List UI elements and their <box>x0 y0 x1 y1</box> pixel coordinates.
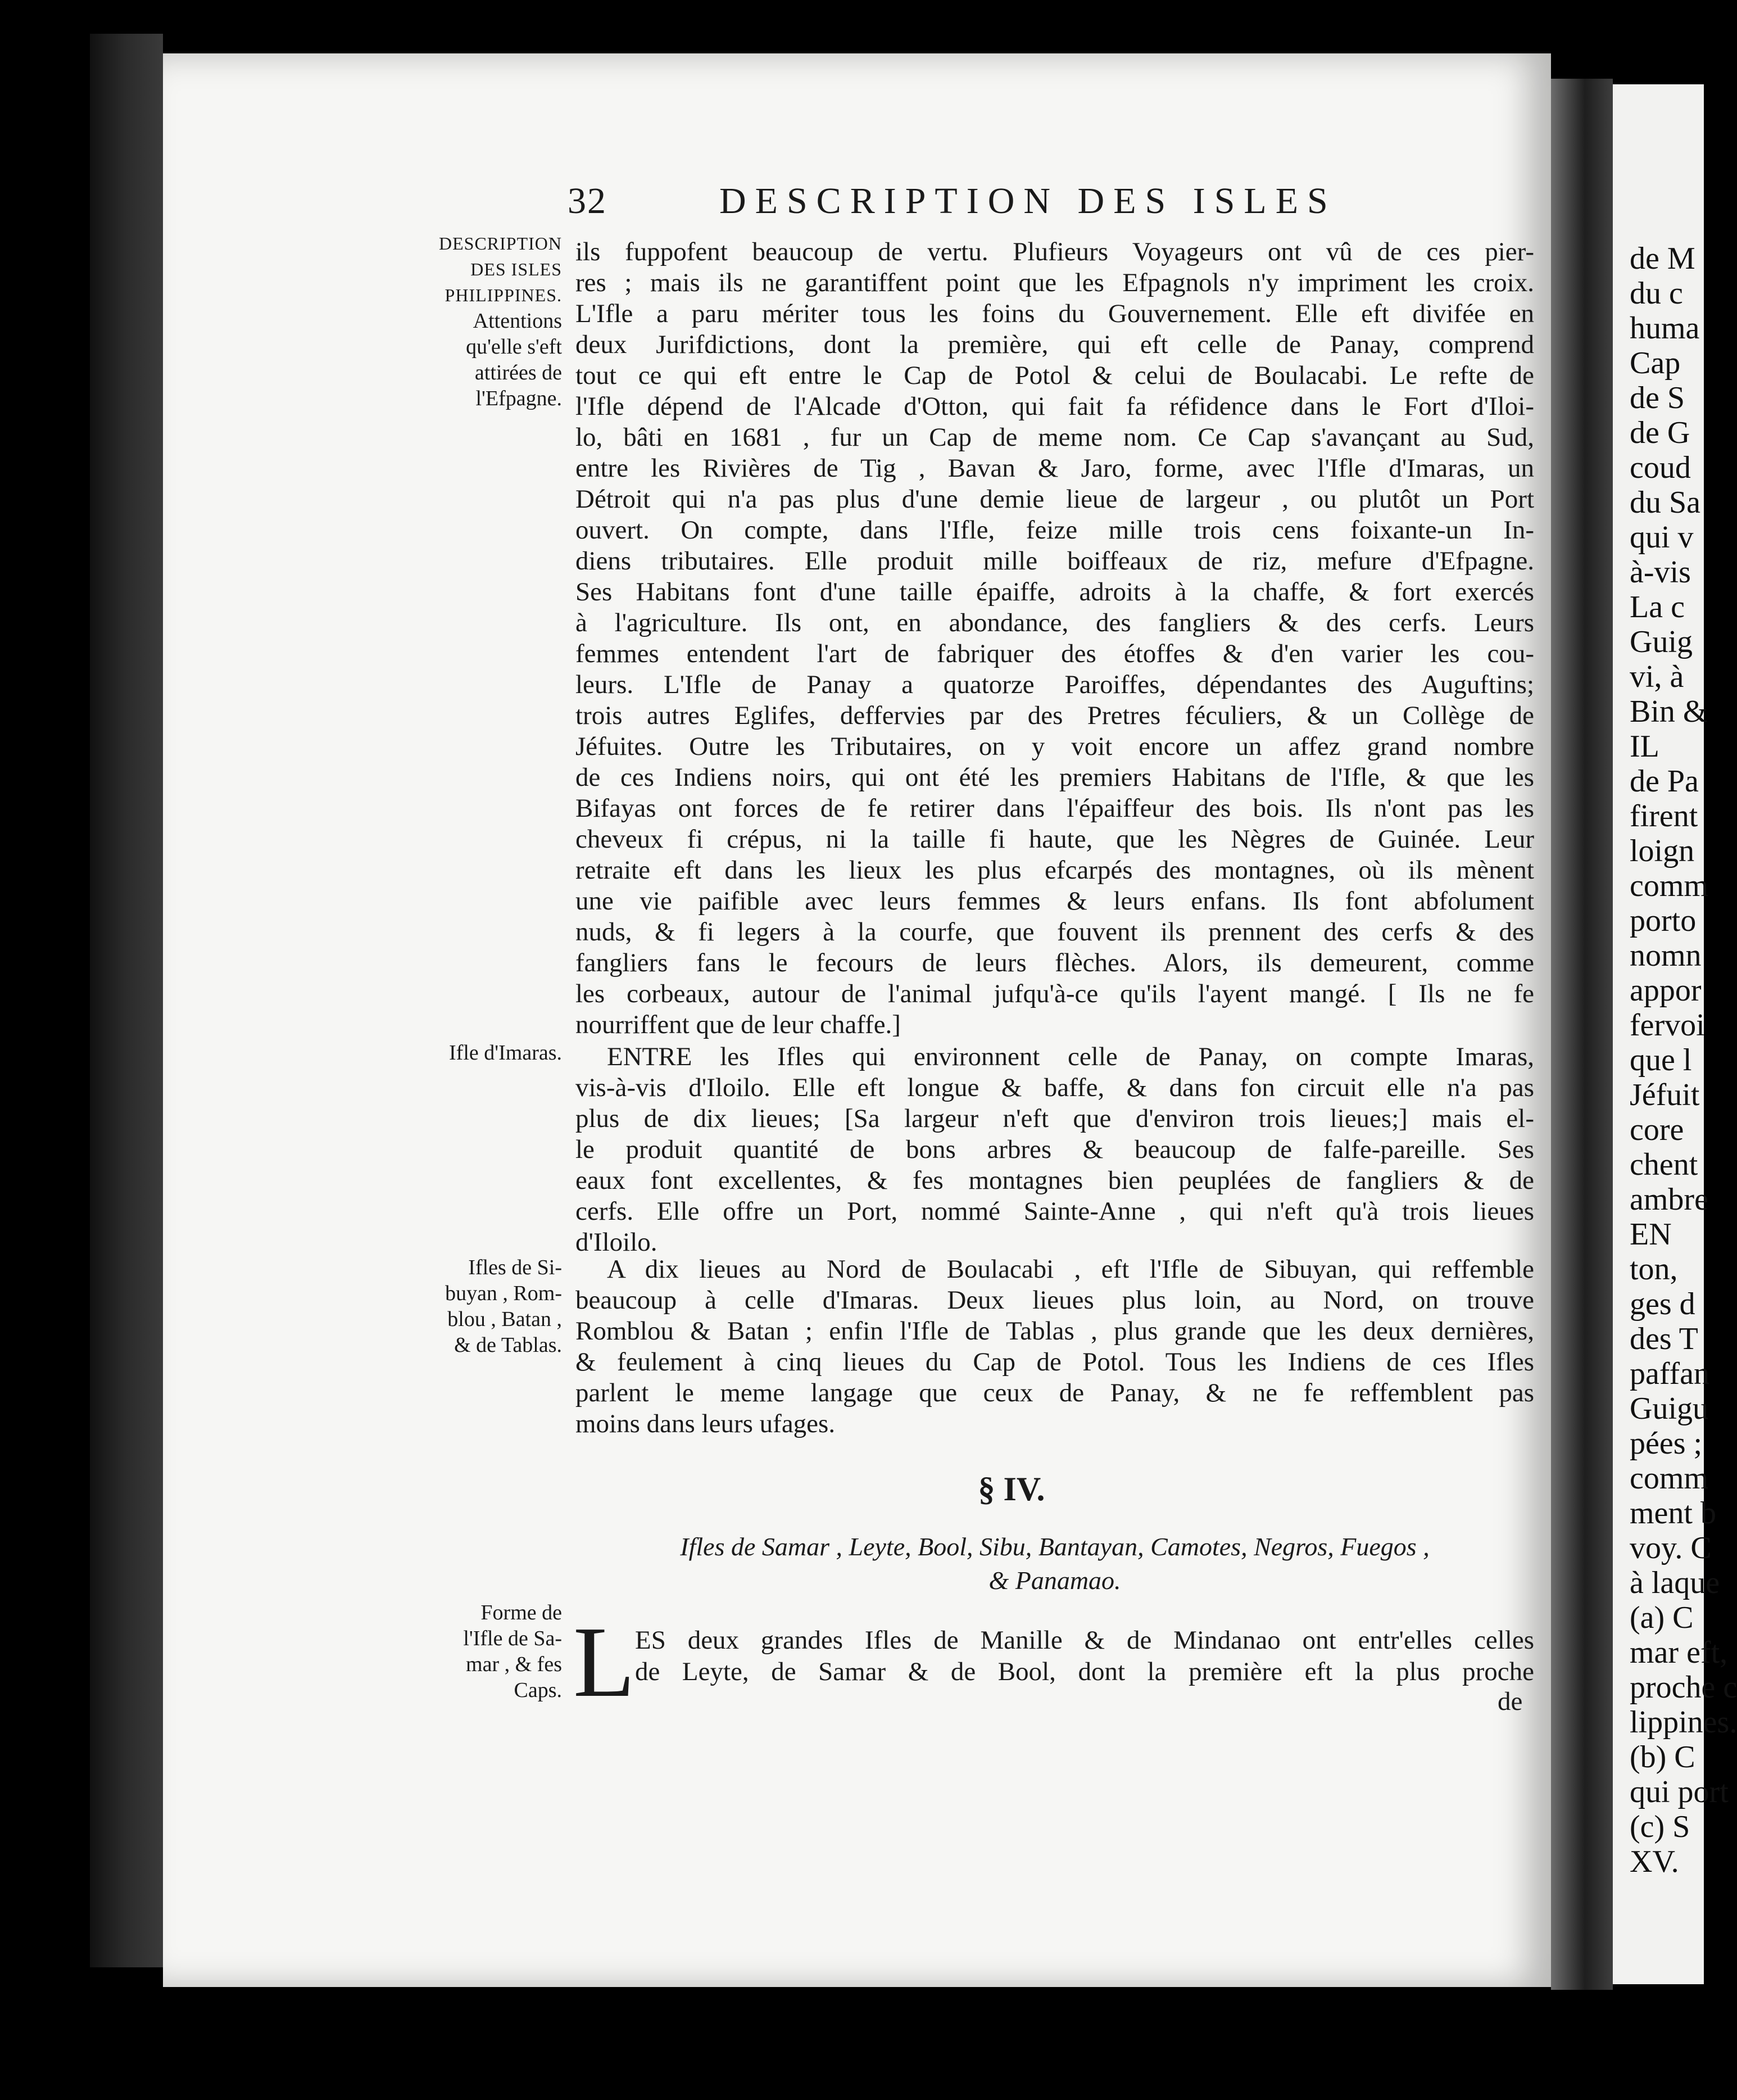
margin-note-line: buyan , Rom- <box>445 1282 562 1305</box>
text-line: Ses Habitans font d'une taille épaiffe, adroits à la chaffe, & fort exercés <box>575 577 1534 607</box>
facing-page-text: ges d <box>1630 1287 1695 1321</box>
facing-page-text: huma <box>1630 311 1700 346</box>
facing-page-text: porto <box>1630 903 1697 938</box>
facing-page-text: du c <box>1630 276 1683 311</box>
section-heading: § IV. <box>978 1470 1045 1508</box>
facing-page-text: lippines. <box>1630 1705 1737 1740</box>
facing-page-text: à-vis <box>1630 555 1691 590</box>
facing-page-text: comm <box>1630 868 1708 903</box>
text-line: Bifayas ont forces de fe retirer dans l'épaiffeur des bois. Ils n'ont pas les <box>575 794 1534 823</box>
section-subtitle-line: Ifles de Samar , Leyte, Bool, Sibu, Bantayan, Camotes, Negros, Fuegos , <box>680 1532 1430 1561</box>
facing-page-text: Guig <box>1630 624 1693 659</box>
text-line: deux Jurifdictions, dont la première, qui eft celle de Panay, comprend <box>575 330 1534 359</box>
text-line: nuds, & fi legers à la courfe, que fouvent ils prennent des cerfs & des <box>575 917 1534 947</box>
facing-page-text: que l <box>1630 1043 1692 1078</box>
margin-note-line: mar , & fes <box>466 1653 562 1676</box>
facing-page-text: chent <box>1630 1147 1698 1182</box>
text-line: moins dans leurs ufages. <box>575 1409 836 1438</box>
facing-page-text: appor <box>1630 973 1702 1008</box>
text-line: A dix lieues au Nord de Boulacabi , eft l'Ifle de Sibuyan, qui reffemble <box>607 1255 1534 1284</box>
text-line: & feulement à cinq lieues du Cap de Potol. Tous les Indiens de ces Ifles <box>575 1347 1534 1377</box>
text-line: cerfs. Elle offre un Port, nommé Sainte-Anne , qui n'eft qu'à trois lieues <box>575 1197 1534 1226</box>
facing-page-text: ambre <box>1630 1182 1708 1217</box>
facing-page-text: (b) C <box>1630 1740 1695 1775</box>
text-line: une vie paifible avec leurs femmes & leurs enfans. Ils font abfolument <box>575 886 1534 916</box>
facing-page-text: core <box>1630 1112 1684 1147</box>
text-line: de Leyte, de Samar & de Bool, dont la première eft la plus proche <box>635 1657 1534 1686</box>
text-line: L'Ifle a paru mériter tous les foins du Gouvernement. Elle eft divifée en <box>575 299 1534 328</box>
text-line: vis-à-vis d'Iloilo. Elle eft longue & baffe, & dans fon circuit elle n'a pas <box>575 1073 1534 1102</box>
facing-page-text: (c) S <box>1630 1809 1690 1844</box>
margin-note-line: Ifles de Si- <box>468 1256 562 1279</box>
text-line: ouvert. On compte, dans l'Ifle, feize mille trois cens foixante-un In- <box>575 515 1534 545</box>
facing-page-text: XV. <box>1630 1844 1679 1879</box>
text-line: femmes entendent l'art de fabriquer des étoffes & d'en varier les cou- <box>575 639 1534 668</box>
margin-note-line: DES ISLES <box>470 259 562 279</box>
margin-note-line: Caps. <box>514 1678 562 1702</box>
facing-page-text: Jéfuit <box>1630 1078 1700 1112</box>
text-line: Romblou & Batan ; enfin l'Ifle de Tablas , plus grande que les deux dernières, <box>575 1316 1534 1346</box>
drop-cap: L <box>573 1606 635 1718</box>
facing-page-text: coud <box>1630 450 1691 485</box>
margin-note-line: Ifle d'Imaras. <box>449 1041 562 1065</box>
facing-page-text: de Pa <box>1630 764 1699 799</box>
section-subtitle <box>575 1530 1534 1597</box>
catchword: de <box>1498 1687 1523 1716</box>
facing-page-text: EN <box>1630 1217 1672 1252</box>
facing-page-text: de M <box>1630 241 1695 276</box>
text-line: res ; mais ils ne garantiffent point que les Efpagnols n'y impriment les croix. <box>575 268 1534 297</box>
text-line: fangliers fans le fecours de leurs flèches. Alors, ils demeurent, comme <box>575 948 1534 977</box>
facing-page-text: de G <box>1630 415 1690 450</box>
facing-page-text: paffan <box>1630 1356 1709 1391</box>
text-line: l'Ifle dépend de l'Alcade d'Otton, qui fait fa réfidence dans le Fort d'Iloi- <box>575 392 1534 421</box>
text-line: eaux font excellentes, & fes montagnes bien peuplées de fangliers & de <box>575 1166 1534 1195</box>
facing-page-text: Bin & <box>1630 694 1708 729</box>
running-head <box>568 180 1534 230</box>
book-gutter <box>1551 79 1613 1990</box>
facing-page-text: ment b <box>1630 1496 1716 1531</box>
facing-page-text: loign <box>1630 834 1695 868</box>
margin-note-line: l'Efpagne. <box>475 387 562 410</box>
text-line: d'Iloilo. <box>575 1228 657 1257</box>
facing-page-text: nomn <box>1630 938 1702 973</box>
text-line: Détroit qui n'a pas plus d'une demie lieue de largeur , ou plutôt un Port <box>575 485 1534 514</box>
facing-page-text: mar eft, <box>1630 1635 1728 1670</box>
facing-page-text: du Sa <box>1630 485 1700 520</box>
facing-page-text: IL <box>1630 729 1659 764</box>
facing-page-text: comm <box>1630 1461 1708 1496</box>
text-line: cheveux fi crépus, ni la taille fi haute, que les Nègres de Guinée. Leur <box>575 825 1534 854</box>
facing-page-text: vi, à <box>1630 659 1684 694</box>
margin-note-line: PHILIPPINES. <box>445 285 562 305</box>
text-line: Jéfuites. Outre les Tributaires, on y voit encore un affez grand nombre <box>575 732 1534 761</box>
margin-note-line: Forme de <box>480 1601 562 1624</box>
text-line: plus de dix lieues; [Sa largeur n'eft que d'environ trois lieues;] mais el- <box>575 1104 1534 1133</box>
text-line: ES deux grandes Ifles de Manille & de Mindanao ont entr'elles celles <box>635 1626 1534 1655</box>
facing-page-text: La c <box>1630 590 1685 624</box>
facing-page-text: (a) C <box>1630 1600 1694 1635</box>
text-line: nourriffent que de leur chaffe.] <box>575 1010 901 1039</box>
text-line: ils fuppofent beaucoup de vertu. Plufieurs Voyageurs ont vû de ces pier- <box>575 237 1534 266</box>
margin-note-line: DESCRIPTION <box>438 233 562 254</box>
text-line: le produit quantité de bons arbres & beaucoup de falfe-pareille. Ses <box>575 1135 1534 1164</box>
margin-note-line: qu'elle s'eft <box>466 335 562 359</box>
facing-page-text: ton, <box>1630 1252 1678 1287</box>
text-line: de ces Indiens noirs, qui ont été les premiers Habitans de l'Ifle, & que les <box>575 763 1534 792</box>
text-line: ENTRE les Ifles qui environnent celle de Panay, on compte Imaras, <box>607 1042 1534 1071</box>
facing-page-text: Cap <box>1630 346 1681 381</box>
facing-page-text: firent <box>1630 799 1698 834</box>
facing-page-text: pées ; <box>1630 1426 1703 1461</box>
text-line: tout ce qui eft entre le Cap de Potol & celui de Boulacabi. Le refte de <box>575 361 1534 390</box>
facing-page-text: fervoi <box>1630 1008 1705 1043</box>
text-line: parlent le meme langage que ceux de Panay, & ne fe reffemblent pas <box>575 1378 1534 1407</box>
facing-page-text: qui v <box>1630 520 1694 555</box>
facing-page-fragment <box>1613 84 1737 1984</box>
facing-page-text: Guigu <box>1630 1391 1708 1426</box>
facing-page-text: des T <box>1630 1321 1698 1356</box>
text-line: trois autres Eglifes, deffervies par des Pretres féculiers, & un Collège de <box>575 701 1534 730</box>
facing-page-text: à laque <box>1630 1565 1720 1600</box>
text-line: à l'agriculture. Ils ont, en abondance, des fangliers & des cerfs. Leurs <box>575 608 1534 637</box>
facing-page-text: qui port <box>1630 1775 1729 1809</box>
facing-page-text: proche c <box>1630 1670 1737 1705</box>
margin-note-line: & de Tablas. <box>454 1333 562 1357</box>
text-line: lo, bâti en 1681 , fur un Cap de meme nom. Ce Cap s'avançant au Sud, <box>575 423 1534 452</box>
page-header-title: DESCRIPTION DES ISLES <box>719 180 1337 221</box>
text-line: retraite eft dans les lieux les plus efcarpés des montagnes, où ils mènent <box>575 856 1534 885</box>
margin-note-line: l'Ifle de Sa- <box>463 1627 562 1650</box>
text-line: diens tributaires. Elle produit mille boiffeaux de riz, mefure d'Efpagne. <box>575 546 1534 576</box>
book-spine-left <box>90 34 163 1967</box>
text-line: entre les Rivières de Tig , Bavan & Jaro, forme, avec l'Ifle d'Imaras, un <box>575 454 1534 483</box>
text-line: beaucoup à celle d'Imaras. Deux lieues plus loin, au Nord, on trouve <box>575 1286 1534 1315</box>
page-number: 32 <box>568 180 607 221</box>
facing-page-text: voy. C <box>1630 1531 1712 1565</box>
margin-note-line: attirées de <box>474 361 562 384</box>
section-subtitle-line: & Panamao. <box>988 1566 1121 1595</box>
margin-note-line: Attentions <box>473 309 562 333</box>
text-line: les corbeaux, autour de l'animal jufqu'à-ce qu'ils l'ayent mangé. [ Ils ne fe <box>575 979 1534 1008</box>
margin-note-line: blou , Batan , <box>447 1307 562 1331</box>
text-line: leurs. L'Ifle de Panay a quatorze Paroiffes, dépendantes des Auguftins; <box>575 670 1534 699</box>
facing-page-text: de S <box>1630 381 1685 415</box>
